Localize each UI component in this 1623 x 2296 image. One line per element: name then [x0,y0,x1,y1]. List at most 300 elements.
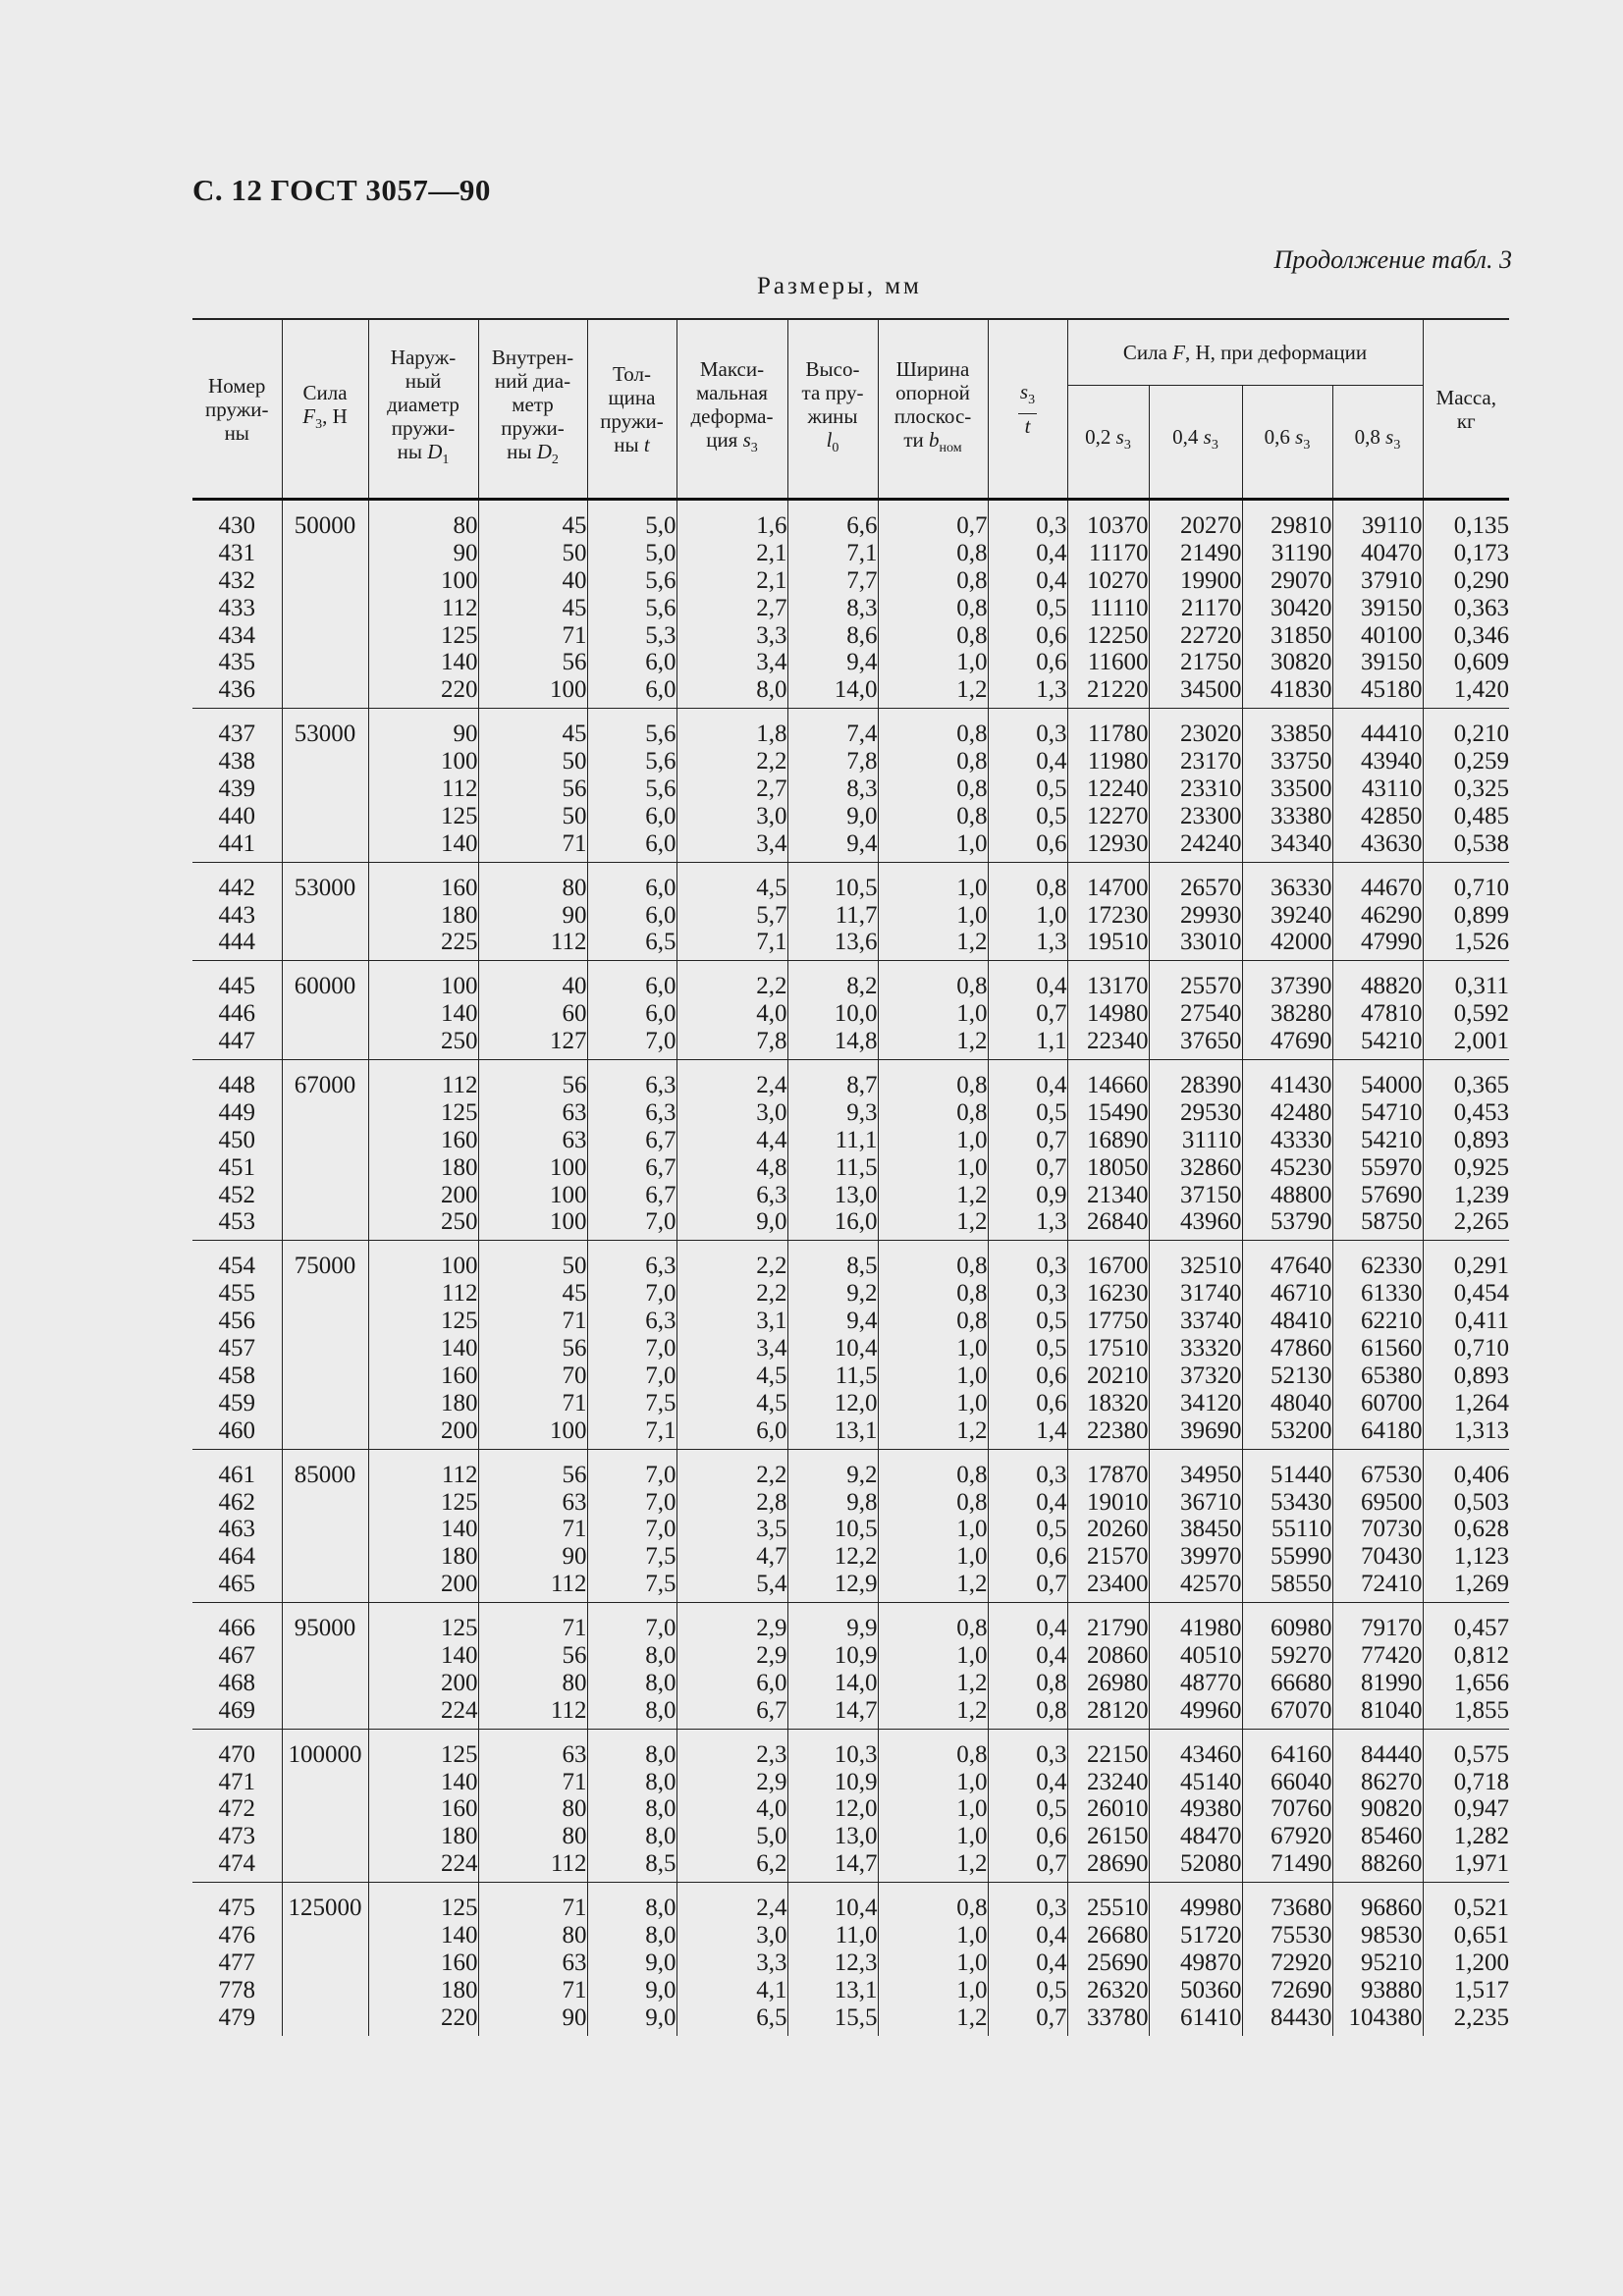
cell-value: 13,6 [834,929,878,956]
cell-value: 439 [218,775,255,803]
cell-value: 476 [218,1921,255,1949]
cell-value: 0,259 [1453,748,1509,775]
cell-value: 12,3 [834,1949,878,1976]
cell-value: 29930 [1180,901,1242,929]
cell-group-force: 125000 [282,1883,368,2036]
table-group-row [192,862,1509,961]
cell-value: 80 [562,1669,587,1696]
cell-value: 0,8 [1036,1669,1067,1696]
cell-value: 10,4 [834,1895,878,1922]
cell-value: 65380 [1361,1362,1423,1389]
cell-force-02 [1067,862,1149,961]
cell-value: 1,0 [956,1921,988,1949]
cell-value: 45 [562,512,587,539]
cell-value: 9,4 [846,649,878,676]
cell-value: 1,8 [756,721,787,748]
cell-value: 46290 [1361,901,1423,929]
cell-value: 0,7 [1036,2003,1067,2031]
cell-outer-diameter [368,1729,478,1882]
cell-max-deformation [676,961,787,1060]
cell-value: 180 [441,1823,478,1850]
cell-value: 60700 [1361,1389,1423,1416]
cell-value: 19900 [1180,566,1242,594]
cell-value: 45230 [1271,1153,1332,1181]
cell-value: 0,485 [1453,802,1509,829]
cell-value: 90 [453,539,478,566]
cell-value: 0,8 [1036,874,1067,901]
cell-value: 2,9 [756,1641,787,1669]
cell-value: 37390 [1271,973,1332,1000]
cell-value: 61410 [1180,2003,1242,2031]
cell-value: 88260 [1361,1850,1423,1878]
cell-value: 160 [441,874,478,901]
cell-value: 0,5 [1036,1516,1067,1543]
cell-value: 2,2 [756,973,787,1000]
cell-value: 17510 [1087,1335,1149,1362]
cell-force-02 [1067,709,1149,862]
cell-value: 0,311 [1454,973,1509,1000]
cell-value: 441 [218,829,255,857]
cell-spring-number [192,1241,282,1449]
cell-value: 36710 [1180,1488,1242,1516]
cell-value: 3,0 [756,802,787,829]
cell-value: 63 [562,1126,587,1153]
cell-value: 7,0 [645,1461,676,1488]
cell-value: 29810 [1271,512,1332,539]
cell-value: 8,0 [645,1921,676,1949]
cell-value: 0,899 [1453,901,1509,929]
cell-value: 3,4 [756,649,787,676]
cell-value: 125 [441,1098,478,1126]
cell-value: 10,0 [834,1000,878,1028]
cell-value: 1,2 [956,1850,988,1878]
cell-value: 447 [218,1028,255,1055]
cell-value: 7,5 [645,1389,676,1416]
cell-value: 47810 [1361,1000,1423,1028]
cell-inner-diameter [478,1449,587,1602]
cell-value: 56 [562,1335,587,1362]
cell-value: 457 [218,1335,255,1362]
cell-value: 0,7 [1036,1153,1067,1181]
cell-value: 53430 [1271,1488,1332,1516]
cell-value: 26320 [1087,1976,1149,2003]
cell-spring-number [192,1883,282,2036]
cell-value: 0,8 [956,1488,988,1516]
cell-value: 24240 [1180,829,1242,857]
cell-value: 30420 [1271,594,1332,621]
cell-value: 0,4 [1036,1768,1067,1795]
cell-value: 66680 [1271,1669,1332,1696]
cell-value: 34950 [1180,1461,1242,1488]
cell-value: 10,5 [834,874,878,901]
cell-force-02 [1067,1603,1149,1730]
cell-value: 0,6 [1036,829,1067,857]
cell-force-02 [1067,961,1149,1060]
cell-value: 450 [218,1126,255,1153]
cell-value: 7,7 [846,566,878,594]
cell-value: 32510 [1180,1253,1242,1280]
cell-value: 45 [562,1280,587,1308]
cell-value: 224 [441,1696,478,1724]
cell-value: 71 [562,1768,587,1795]
cell-value: 30820 [1271,649,1332,676]
cell-force-04 [1149,1449,1242,1602]
cell-force-06 [1242,961,1332,1060]
cell-value: 0,3 [1036,1253,1067,1280]
cell-spring-number [192,961,282,1060]
col-header-force-04: 0,4 $s_3$ [1149,386,1242,500]
cell-value: 3,3 [756,621,787,649]
cell-value: 71 [562,1516,587,1543]
cell-value: 1,0 [956,1389,988,1416]
cell-value: 10,4 [834,1335,878,1362]
cell-value: 7,5 [645,1543,676,1571]
cell-value: 90820 [1361,1795,1423,1823]
cell-mass [1423,1060,1509,1241]
col-header-thickness: Тол- щина пружи- ны t [587,319,676,500]
cell-value: 42480 [1271,1098,1332,1126]
cell-value: 86270 [1361,1768,1423,1795]
cell-value: 479 [218,2003,255,2031]
cell-value: 37650 [1180,1028,1242,1055]
cell-value: 1,0 [956,1768,988,1795]
cell-value: 51440 [1271,1461,1332,1488]
cell-ratio [988,500,1067,709]
cell-group-force: 67000 [282,1060,368,1241]
cell-value: 3,0 [756,1098,787,1126]
cell-force-06 [1242,862,1332,961]
cell-value: 90 [562,1543,587,1571]
cell-value: 125 [441,802,478,829]
cell-value: 4,5 [756,874,787,901]
cell-value: 8,2 [846,973,878,1000]
cell-value: 250 [441,1028,478,1055]
cell-value: 1,200 [1453,1949,1509,1976]
cell-value: 434 [218,621,255,649]
cell-value: 0,8 [956,1615,988,1642]
cell-mass [1423,1241,1509,1449]
cell-value: 5,7 [756,901,787,929]
col-header-height: Высо- та пру- жины $l_0$ [787,319,878,500]
cell-value: 63 [562,1488,587,1516]
table-group-row [192,500,1509,709]
cell-support-width [878,1603,988,1730]
cell-value: 70430 [1361,1543,1423,1571]
cell-value: 0,8 [956,1461,988,1488]
cell-value: 33380 [1271,802,1332,829]
cell-value: 0,6 [1036,1362,1067,1389]
cell-value: 0,363 [1453,594,1509,621]
cell-value: 1,2 [956,929,988,956]
cell-value: 9,4 [846,1308,878,1335]
cell-value: 22150 [1087,1740,1149,1768]
cell-value: 2,4 [756,1072,787,1099]
cell-value: 47640 [1271,1253,1332,1280]
cell-value: 100 [441,973,478,1000]
cell-value: 1,2 [956,1669,988,1696]
cell-value: 2,2 [756,1280,787,1308]
cell-group-force: 60000 [282,961,368,1060]
cell-value: 67070 [1271,1696,1332,1724]
cell-value: 26680 [1087,1921,1149,1949]
cell-value: 9,2 [846,1280,878,1308]
cell-value: 0,8 [956,802,988,829]
cell-value: 2,001 [1453,1028,1509,1055]
cell-ratio [988,1883,1067,2036]
cell-mass [1423,961,1509,1060]
cell-value: 5,0 [645,512,676,539]
cell-value: 11170 [1088,539,1149,566]
cell-thickness [587,500,676,709]
cell-value: 4,0 [756,1000,787,1028]
cell-value: 0,4 [1036,1072,1067,1099]
cell-value: 8,0 [645,1740,676,1768]
cell-value: 1,264 [1453,1389,1509,1416]
cell-value: 180 [441,1543,478,1571]
cell-value: 34340 [1271,829,1332,857]
cell-value: 443 [218,901,255,929]
cell-value: 104380 [1348,2003,1423,2031]
cell-value: 6,3 [645,1072,676,1099]
cell-value: 6,5 [645,929,676,956]
cell-value: 0,453 [1453,1098,1509,1126]
cell-value: 6,3 [645,1253,676,1280]
cell-value: 90 [562,2003,587,2031]
cell-value: 81990 [1361,1669,1423,1696]
cell-value: 0,812 [1453,1641,1509,1669]
cell-value: 140 [441,1516,478,1543]
cell-max-deformation [676,1241,787,1449]
cell-value: 0,893 [1453,1362,1509,1389]
cell-value: 46710 [1271,1280,1332,1308]
cell-value: 80 [453,512,478,539]
cell-value: 11,0 [835,1921,878,1949]
cell-value: 43110 [1361,775,1423,803]
cell-value: 13170 [1087,973,1149,1000]
cell-height [787,1883,878,2036]
cell-value: 4,0 [756,1795,787,1823]
cell-value: 446 [218,1000,255,1028]
cell-value: 2,9 [756,1768,787,1795]
cell-spring-number [192,709,282,862]
cell-height [787,1449,878,1602]
cell-outer-diameter [368,1883,478,2036]
cell-mass [1423,1449,1509,1602]
cell-value: 5,0 [756,1823,787,1850]
cell-spring-number [192,1060,282,1241]
cell-value: 0,8 [1036,1696,1067,1724]
cell-height [787,862,878,961]
cell-value: 4,1 [756,1976,787,2003]
page-heading: С. 12 ГОСТ 3057—90 [192,173,491,207]
cell-value: 22720 [1180,621,1242,649]
cell-value: 0,8 [956,621,988,649]
cell-value: 432 [218,566,255,594]
cell-value: 2,9 [756,1615,787,1642]
cell-value: 0,7 [1036,1571,1067,1598]
cell-value: 5,6 [645,594,676,621]
cell-value: 125 [441,1895,478,1922]
cell-value: 1,0 [956,1362,988,1389]
cell-value: 0,8 [956,748,988,775]
cell-value: 430 [218,512,255,539]
cell-value: 50 [562,748,587,775]
cell-value: 474 [218,1850,255,1878]
cell-value: 0,5 [1036,775,1067,803]
cell-mass [1423,709,1509,862]
cell-value: 71 [562,1308,587,1335]
cell-value: 9,3 [846,1098,878,1126]
cell-value: 10,3 [834,1740,878,1768]
cell-value: 23170 [1180,748,1242,775]
cell-value: 2,4 [756,1895,787,1922]
cell-value: 1,123 [1453,1543,1509,1571]
cell-value: 1,0 [956,1516,988,1543]
cell-value: 55110 [1271,1516,1332,1543]
cell-support-width [878,1241,988,1449]
cell-value: 10270 [1087,566,1149,594]
cell-value: 2,7 [756,594,787,621]
cell-value: 23310 [1180,775,1242,803]
cell-value: 4,4 [756,1126,787,1153]
cell-value: 11,7 [835,901,878,929]
cell-value: 0,9 [1036,1181,1067,1208]
cell-value: 3,4 [756,829,787,857]
cell-value: 56 [562,649,587,676]
cell-max-deformation [676,1883,787,2036]
cell-value: 10370 [1087,512,1149,539]
cell-value: 33850 [1271,721,1332,748]
cell-value: 61560 [1361,1335,1423,1362]
cell-value: 0,8 [956,1308,988,1335]
cell-value: 1,6 [756,512,787,539]
cell-height [787,1729,878,1882]
cell-value: 85460 [1361,1823,1423,1850]
cell-value: 0,5 [1036,1976,1067,2003]
cell-value: 9,0 [756,1208,787,1236]
cell-value: 0,575 [1453,1740,1509,1768]
cell-value: 9,0 [645,2003,676,2031]
cell-value: 1,1 [1036,1028,1067,1055]
cell-value: 0,8 [956,775,988,803]
cell-force-02 [1067,500,1149,709]
cell-value: 9,0 [645,1976,676,2003]
cell-value: 43460 [1180,1740,1242,1768]
cell-mass [1423,1729,1509,1882]
col-header-inner-diameter: Внутрен- ний диа- метр пружи- ны $D_2$ [478,319,587,500]
cell-value: 19010 [1087,1488,1149,1516]
cell-value: 71 [562,1976,587,2003]
cell-max-deformation [676,1729,787,1882]
cell-value: 41830 [1271,676,1332,704]
cell-value: 50360 [1180,1976,1242,2003]
cell-value: 8,0 [645,1669,676,1696]
cell-value: 100 [441,566,478,594]
cell-value: 15,5 [834,2003,878,2031]
cell-value: 5,6 [645,748,676,775]
cell-value: 0,3 [1036,1895,1067,1922]
cell-value: 80 [562,1921,587,1949]
cell-value: 6,0 [645,829,676,857]
cell-value: 50 [562,1253,587,1280]
cell-value: 1,2 [956,676,988,704]
cell-value: 7,1 [846,539,878,566]
cell-value: 112 [441,1280,478,1308]
cell-value: 13,1 [834,1976,878,2003]
cell-value: 2,7 [756,775,787,803]
cell-value: 54000 [1361,1072,1423,1099]
cell-support-width [878,1449,988,1602]
cell-height [787,1603,878,1730]
cell-value: 0,135 [1453,512,1509,539]
cell-value: 63 [562,1949,587,1976]
cell-value: 72690 [1271,1976,1332,2003]
cell-value: 0,8 [956,1895,988,1922]
cell-value: 28120 [1087,1696,1149,1724]
cell-group-force: 95000 [282,1603,368,1730]
table-group-row [192,961,1509,1060]
cell-value: 127 [550,1028,587,1055]
cell-value: 80 [562,1795,587,1823]
cell-value: 22380 [1087,1416,1149,1444]
cell-value: 67530 [1361,1461,1423,1488]
cell-value: 0,4 [1036,1921,1067,1949]
cell-value: 6,0 [645,973,676,1000]
cell-value: 48040 [1271,1389,1332,1416]
cell-thickness [587,1603,676,1730]
cell-value: 29070 [1271,566,1332,594]
cell-support-width [878,709,988,862]
cell-value: 9,0 [846,802,878,829]
cell-outer-diameter [368,709,478,862]
cell-value: 200 [441,1571,478,1598]
cell-value: 468 [218,1669,255,1696]
cell-thickness [587,1060,676,1241]
cell-value: 1,269 [1453,1571,1509,1598]
cell-force-04 [1149,1241,1242,1449]
cell-value: 54710 [1361,1098,1423,1126]
cell-value: 39970 [1180,1543,1242,1571]
cell-force-08 [1332,1060,1423,1241]
cell-value: 0,4 [1036,566,1067,594]
cell-inner-diameter [478,1729,587,1882]
cell-value: 472 [218,1795,255,1823]
cell-force-06 [1242,1729,1332,1882]
col-header-number: Номер пружи- ны [192,319,282,500]
cell-outer-diameter [368,1603,478,1730]
cell-value: 12,2 [834,1543,878,1571]
cell-value: 57690 [1361,1181,1423,1208]
cell-spring-number [192,862,282,961]
cell-value: 48800 [1271,1181,1332,1208]
cell-value: 48770 [1180,1669,1242,1696]
cell-value: 442 [218,874,255,901]
cell-ratio [988,1060,1067,1241]
table-group-row [192,1729,1509,1882]
cell-value: 25690 [1087,1949,1149,1976]
cell-value: 93880 [1361,1976,1423,2003]
cell-value: 160 [441,1949,478,1976]
cell-value: 0,8 [956,721,988,748]
cell-value: 4,7 [756,1543,787,1571]
cell-force-02 [1067,1883,1149,2036]
cell-value: 112 [441,1072,478,1099]
cell-value: 90 [562,901,587,929]
cell-value: 40470 [1361,539,1423,566]
cell-value: 14,7 [834,1696,878,1724]
cell-value: 71 [562,829,587,857]
cell-value: 180 [441,1153,478,1181]
